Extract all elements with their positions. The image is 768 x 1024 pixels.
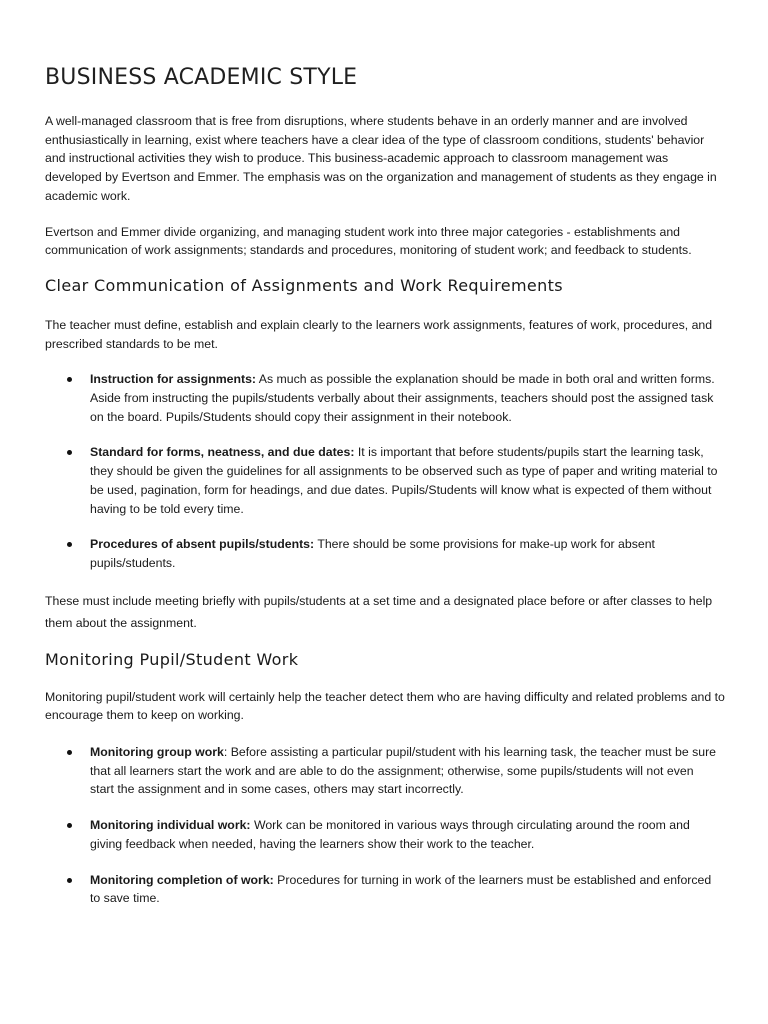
list-item-term: Standard for forms, neatness, and due dates:: [90, 445, 355, 460]
list-item-text: There should be some provisions for make-up work for absent pupils/students.: [90, 537, 655, 570]
bullet-icon: [67, 450, 72, 455]
bullet-icon: [67, 878, 72, 883]
list-item-text: It is important that before students/pupils start the learning task, they should be given the guidelines for all assignments to be observed such as type of paper and writing material to be used, pagination, form for headings, and due dates. Pupils/Students will know what is expected of them without having to be told every time.: [90, 445, 718, 516]
list-item-text: As much as possible the explanation should be made in both oral and written forms. Aside from instructing the pupils/students verbally about their assignments, teachers should post the assigned task on the board. Pupils/Students should copy their assignment in their notebook.: [90, 372, 715, 424]
section-closing-paragraph: These must include meeting briefly with pupils/students at a set time and a designated place before or after classes to help them about the assignment.: [45, 593, 713, 631]
bullet-icon: [67, 542, 72, 547]
list-item: [45, 816, 720, 853]
bullet-icon: [67, 377, 72, 382]
list-item-text: : Before assisting a particular pupil/student with his learning task, the teacher must be sure that all learners start the work and are able to do the assignment; otherwise, some pupils/students will not even start the assignment and in some cases, others may start incorrectly.: [90, 745, 717, 797]
list-item-text: Work can be monitored in various ways through circulating around the room and giving feedback when needed, having the learners show their work to the teacher.: [90, 818, 690, 851]
intro-paragraph: Evertson and Emmer divide organizing, and managing student work into three major categories - establishments and communication of work assignments; standards and procedures, monitoring of student work; and feedback to students.: [45, 224, 692, 258]
intro-paragraph: A well-managed classroom that is free from disruptions, where students behave in an orderly manner and are involved enthusiastically in learning, exist where teachers have a clear idea of the type of classroom conditions, students' behavior and instructional activities they wish to produce. This business-academic approach to classroom management was developed by Evertson and Emmer. The emphasis was on the organization and management of students as they engage in academic work.: [45, 114, 717, 203]
page-title: BUSINESS ACADEMIC STYLE: [45, 65, 358, 90]
list-item-term: Monitoring group work: [90, 745, 224, 760]
section-lead-paragraph: The teacher must define, establish and explain clearly to the learners work assignments, features of work, procedures, and prescribed standards to be met.: [45, 317, 713, 351]
section-lead-paragraph: Monitoring pupil/student work will certainly help the teacher detect them who are having difficulty and related problems and to encourage them to keep on working.: [45, 689, 725, 723]
section-heading: Clear Communication of Assignments and Work Requirements: [45, 275, 563, 295]
list-item: [45, 443, 720, 518]
list-item: [45, 743, 720, 799]
list-item-term: Procedures of absent pupils/students:: [90, 537, 315, 552]
list-item: [45, 370, 720, 426]
list-item: [45, 535, 720, 572]
bullet-icon: [67, 750, 72, 755]
list-item-term: Instruction for assignments:: [90, 372, 257, 387]
list-item-text: Procedures for turning in work of the learners must be established and enforced to save time.: [90, 872, 712, 906]
list-item-term: Monitoring individual work:: [90, 818, 251, 833]
bullet-list: [45, 370, 768, 572]
section-heading: Monitoring Pupil/Student Work: [45, 649, 299, 669]
list-item: [45, 871, 720, 908]
bullet-icon: [67, 823, 72, 828]
list-item-term: Monitoring completion of work:: [90, 872, 274, 887]
bullet-list: [45, 743, 768, 908]
